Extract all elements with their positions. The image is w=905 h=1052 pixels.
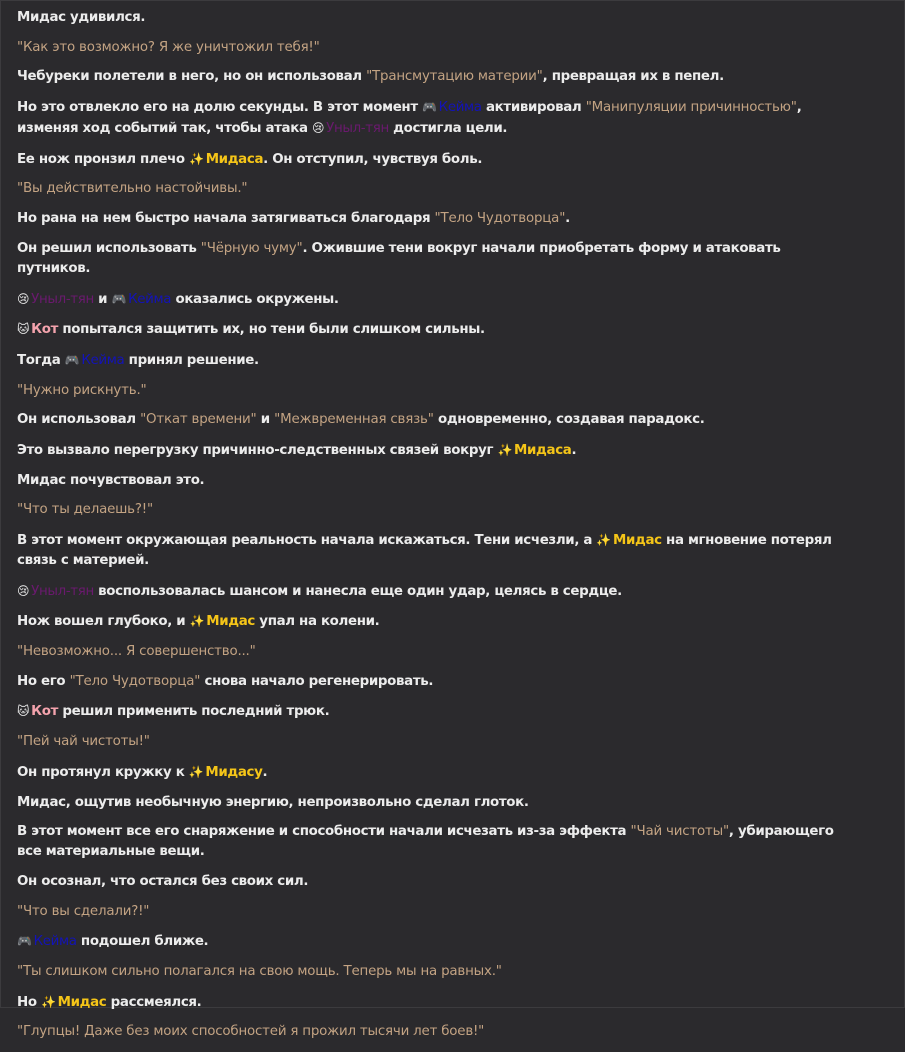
dialogue-line <box>17 732 857 752</box>
dialogue-line <box>17 902 857 922</box>
sparkles-icon: ✨ <box>41 994 56 1009</box>
character-name: Мидасу <box>205 764 263 780</box>
text-segment: Мидас, ощутив необычную энергию, непроизвольно сделал глоток. <box>17 794 529 810</box>
character-name: Мидас <box>612 533 662 548</box>
sparkles-icon: ✨ <box>189 151 204 166</box>
character-name: Кейма <box>33 934 77 950</box>
character-name: Мидаса <box>514 442 572 458</box>
text-segment: "Нужно рискнуть." <box>17 382 147 398</box>
narration-line <box>17 611 857 632</box>
text-segment: воспользовалась шансом и нанесла еще один удар, целясь в сердце. <box>93 583 622 599</box>
sad-face-icon: 😢 <box>17 583 30 598</box>
text-segment: решил применить последний трюк. <box>58 704 330 720</box>
text-segment: и <box>93 291 112 307</box>
text-segment: "Ты слишком сильно полагался на свою мощь. Теперь мы на равных." <box>17 963 502 979</box>
gamepad-icon: 🎮 <box>422 100 437 115</box>
text-segment: на мгновение потерял связь с материей. <box>17 533 832 568</box>
narration-line <box>17 410 857 430</box>
ability-name: "Чёрную чуму" <box>200 240 303 256</box>
narration-line <box>17 762 857 783</box>
narration-line <box>17 8 857 28</box>
text-segment: "Что ты делаешь?!" <box>17 502 153 518</box>
text-segment: "Невозможно... Я совершенство..." <box>17 644 256 660</box>
story-lines <box>17 8 857 1052</box>
dialogue-line <box>17 962 857 982</box>
text-segment: активировал <box>481 100 586 116</box>
character-name: Кейма <box>81 352 125 368</box>
narration-line <box>17 209 857 229</box>
narration-line <box>17 931 857 952</box>
text-segment: . Ожившие тени вокруг начали приобретать форму и атаковать путников. <box>17 240 781 276</box>
text-segment: одновременно, создавая парадокс. <box>433 412 705 428</box>
text-segment: Он решил использовать <box>17 240 201 256</box>
text-segment: Он использовал <box>17 412 141 428</box>
text-segment: рассмеялся. <box>106 994 202 1010</box>
character-name: Мидас <box>206 614 255 630</box>
scrollbar[interactable] <box>900 1 904 1007</box>
text-segment: оказались окружены. <box>171 291 339 307</box>
text-segment: Но рана на нем быстро начала затягиваться благодаря <box>17 211 435 227</box>
text-segment: . <box>565 211 570 227</box>
text-segment: Это вызвало перегрузку причинно-следственных связей вокруг <box>17 442 498 458</box>
text-segment: "Что вы сделали?!" <box>17 903 150 919</box>
text-segment: . Он отступил, чувствуя боль. <box>263 151 483 167</box>
character-name: Уныл-тян <box>31 583 94 599</box>
narration-line <box>17 793 857 813</box>
text-segment: Он протянул кружку к <box>17 764 189 780</box>
character-name: Мидас <box>57 994 107 1010</box>
narration-line <box>17 289 857 310</box>
dialogue-line <box>17 38 857 58</box>
text-segment: снова начало регенерировать. <box>200 673 434 689</box>
text-segment: Нож вошел глубоко, и <box>17 614 190 630</box>
text-segment: достигла цели. <box>388 121 508 137</box>
narration-line <box>17 319 857 340</box>
text-segment: В этот момент окружающая реальность начала искажаться. Тени исчезли, а <box>17 533 597 548</box>
gamepad-icon: 🎮 <box>64 352 80 367</box>
text-segment: , превращая их в пепел. <box>542 69 724 85</box>
ability-name: "Тело Чудотворца" <box>434 211 566 227</box>
narration-line <box>17 239 857 279</box>
character-name: Кот <box>31 704 59 720</box>
ability-name: "Тело Чудотворца" <box>69 673 201 689</box>
text-segment: , изменяя ход событий так, чтобы атака <box>17 100 802 137</box>
sparkles-icon: ✨ <box>189 614 205 629</box>
dialogue-line <box>17 179 857 199</box>
gamepad-icon: 🎮 <box>111 291 127 306</box>
text-segment: Но <box>17 994 42 1010</box>
text-segment: , убирающего все материальные вещи. <box>17 824 834 860</box>
dialogue-line <box>17 642 857 662</box>
narration-line <box>17 672 857 692</box>
narration-line <box>17 471 857 491</box>
text-segment: подошел ближе. <box>76 934 209 950</box>
text-segment: Он осознал, что остался без своих сил. <box>17 873 309 889</box>
text-segment: Но это отвлекло его на долю секунды. В этот момент <box>17 100 423 116</box>
text-segment: упал на колени. <box>255 614 380 630</box>
cat-face-icon: 🐱 <box>17 322 30 337</box>
dialogue-line <box>17 1022 857 1042</box>
character-name: Уныл-тян <box>326 121 389 137</box>
ability-name: "Трансмутацию материи" <box>366 69 543 85</box>
narration-line <box>17 701 857 722</box>
text-segment: "Глупцы! Даже без моих способностей я прожил тысячи лет боев!" <box>17 1024 485 1040</box>
text-segment: Мидас почувствовал это. <box>17 472 205 488</box>
narration-line <box>17 67 857 87</box>
text-segment: Ее нож пронзил плечо <box>17 151 190 167</box>
text-segment: попытался защитить их, но тени были слишком сильны. <box>58 322 485 338</box>
text-segment: . <box>262 764 268 780</box>
text-segment: "Как это возможно? Я же уничтожил тебя!" <box>17 39 320 55</box>
narration-line <box>17 581 857 602</box>
gamepad-icon: 🎮 <box>17 934 32 949</box>
text-segment: Мидас удивился. <box>17 10 146 25</box>
sparkles-icon: ✨ <box>188 764 204 779</box>
narration-line <box>17 440 857 461</box>
dialogue-line <box>17 381 857 401</box>
sparkles-icon: ✨ <box>497 442 513 457</box>
text-segment: . <box>571 442 577 458</box>
text-segment: Тогда <box>17 352 65 368</box>
text-segment: В этот момент все его снаряжение и способности начали исчезать из-за эффекта <box>17 824 631 840</box>
character-name: Кейма <box>128 291 172 307</box>
sad-face-icon: 😢 <box>311 121 325 136</box>
ability-name: "Чай чистоты" <box>630 824 729 840</box>
ability-name: "Межвременная связь" <box>274 412 434 428</box>
sad-face-icon: 😢 <box>17 291 30 306</box>
narration-line <box>17 822 857 862</box>
text-segment: и <box>256 412 275 428</box>
text-segment: принял решение. <box>124 352 259 368</box>
character-name: Мидаса <box>205 151 264 167</box>
ability-name: "Манипуляции причинностью" <box>585 100 797 116</box>
dialogue-line <box>17 500 857 520</box>
narration-line <box>17 872 857 892</box>
cat-face-icon: 🐱 <box>17 704 30 719</box>
narration-line <box>17 992 857 1013</box>
character-name: Кейма <box>438 100 482 116</box>
sparkles-icon: ✨ <box>596 533 611 547</box>
narration-line <box>17 149 857 170</box>
narration-line <box>17 350 857 371</box>
text-segment: Но его <box>17 673 70 689</box>
narration-line <box>17 530 857 571</box>
character-name: Кот <box>31 322 59 338</box>
text-segment: "Вы действительно настойчивы." <box>17 181 248 197</box>
text-segment: Чебуреки полетели в него, но он использовал <box>17 69 367 85</box>
narration-line <box>17 97 857 139</box>
text-segment: "Пей чай чистоты!" <box>17 734 150 750</box>
character-name: Уныл-тян <box>31 291 94 307</box>
ability-name: "Откат времени" <box>140 412 257 428</box>
